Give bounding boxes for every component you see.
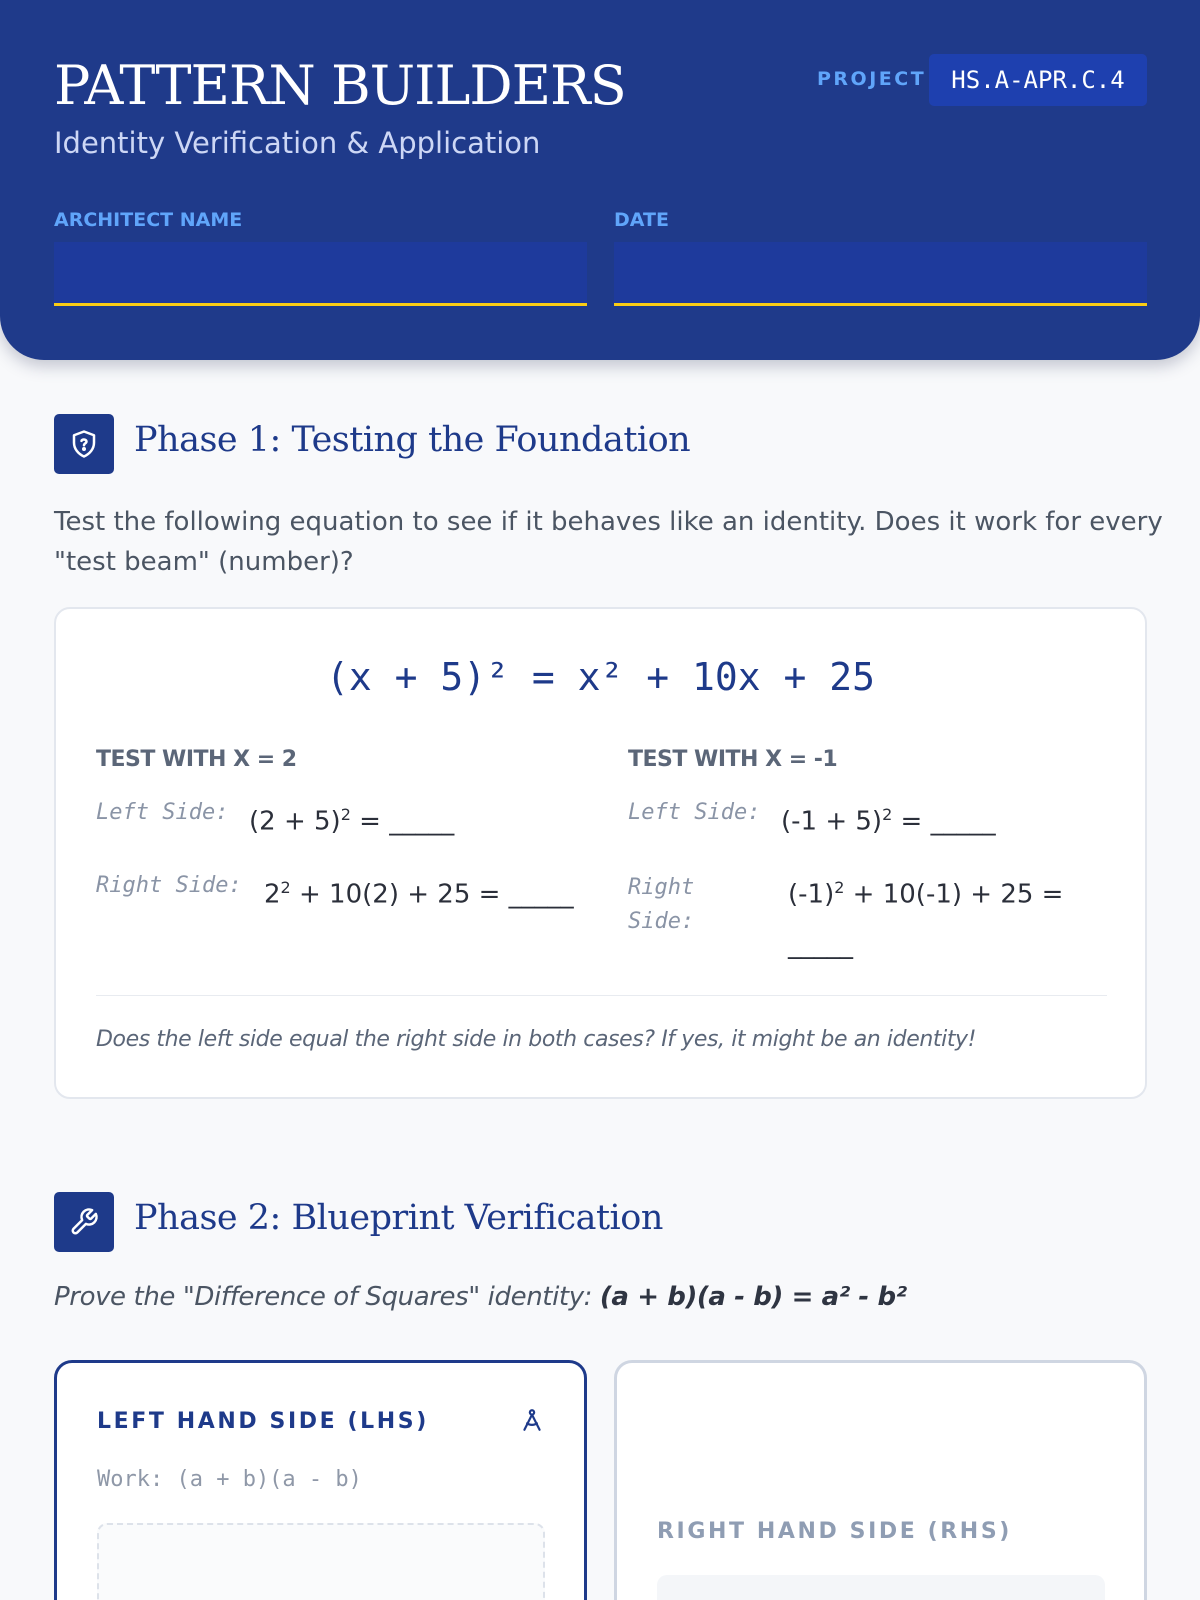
test-b-right-label: Right Side:	[628, 875, 695, 934]
date-label: DATE	[614, 209, 669, 231]
date-input[interactable]	[614, 242, 1147, 306]
test-b-left-expression: $(-1 + 5)^2$ = _____	[781, 805, 996, 837]
test-a-right-expression: $2^2 + 10(2) + 25$ = _____	[264, 878, 574, 910]
card-divider	[96, 995, 1107, 996]
wrench-icon	[54, 1192, 114, 1252]
identity-check-note: Does the left side equal the right side in both cases? If yes, it might be an identity!	[96, 1027, 977, 1052]
test-b-left-label: Left Side:	[628, 800, 761, 825]
test-a-right-label: Right Side:	[96, 873, 242, 898]
architect-name-input[interactable]	[54, 242, 587, 306]
lhs-work-prompt: Work: (a + b)(a - b)	[97, 1467, 362, 1492]
phase1-intro-line1: Test the following equation to see if it behaves like an identity. Does it work for every	[54, 507, 1163, 537]
rhs-card[interactable]	[614, 1360, 1147, 1600]
rhs-work-area[interactable]	[657, 1575, 1105, 1600]
test-b-heading: TEST WITH X = -1	[628, 747, 838, 772]
test-equation: (x + 5)² = x² + 10x + 25	[325, 655, 876, 699]
test-a-heading: TEST WITH X = 2	[96, 747, 297, 772]
test-a-left-label: Left Side:	[96, 800, 229, 825]
lhs-card[interactable]	[54, 1360, 587, 1600]
phase2-title: Phase 2: Blueprint Verification	[134, 1198, 663, 1238]
page-header	[0, 0, 1200, 360]
architect-name-label: ARCHITECT NAME	[54, 209, 243, 231]
test-b-right-expression: $(-1)^2 + 10(-1) + 25$ = _____	[788, 878, 1064, 960]
rhs-title: RIGHT HAND SIDE (RHS)	[657, 1519, 1012, 1544]
project-label: PROJECT	[817, 68, 927, 90]
brand-subtitle: Identity Verification & Application	[54, 126, 541, 160]
project-code-badge: HS.A-APR.C.4	[929, 54, 1147, 106]
phase1-intro-line2: "test beam" (number)?	[54, 547, 354, 577]
phase1-intro	[54, 502, 1163, 582]
test-a-left-expression: $(2 + 5)^2$ = _____	[249, 805, 455, 837]
identity-test-card	[54, 607, 1147, 1099]
phase1-title: Phase 1: Testing the Foundation	[134, 420, 691, 460]
lhs-title: LEFT HAND SIDE (LHS)	[97, 1409, 429, 1434]
compass-icon	[519, 1407, 545, 1437]
identity-formula: (a + b)(a - b) = a² - b²	[599, 1282, 907, 1312]
brand-title: PATTERN BUILDERS	[54, 54, 626, 117]
lhs-work-area[interactable]	[97, 1523, 545, 1600]
phase2-prompt: Prove the "Difference of Squares" identity: (a + b)(a - b) = a² - b²	[54, 1282, 907, 1312]
shield-icon	[54, 414, 114, 474]
